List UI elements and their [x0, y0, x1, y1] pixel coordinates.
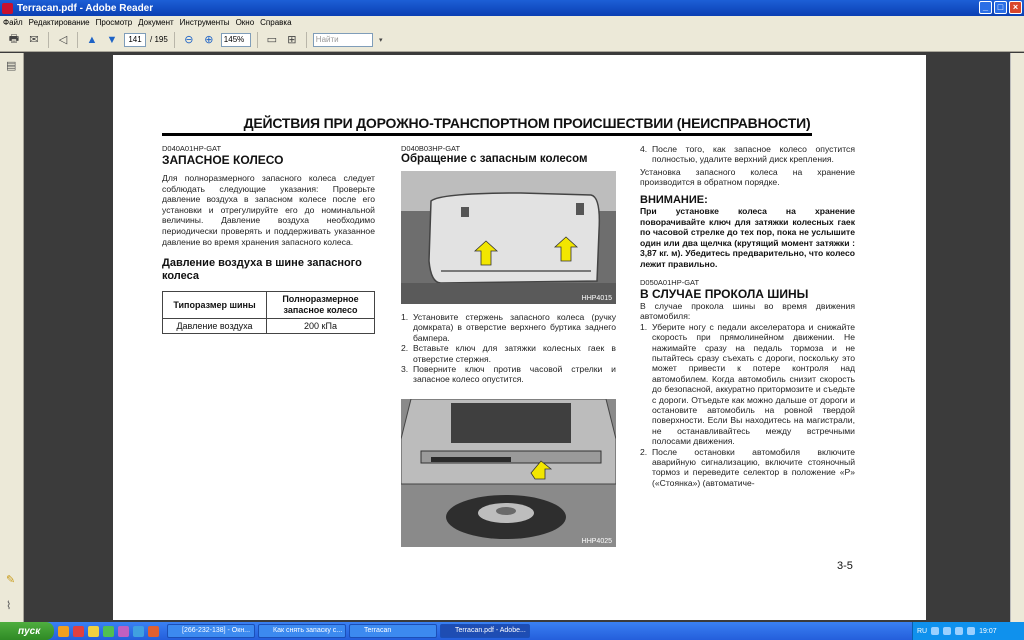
zoom-out-icon[interactable]: ⊖ [184, 34, 194, 46]
page-number: 3-5 [837, 560, 853, 572]
toolbar-divider [257, 32, 258, 48]
illustration-lowering-spare [401, 399, 616, 547]
figure-caption: HHP4015 [581, 295, 612, 302]
fit-page-icon[interactable]: ▭ [266, 34, 277, 46]
start-button[interactable]: пуск [0, 622, 54, 640]
list-item: 1. Установите стержень запасного колеса (ручку домкрата) в отверстие верхнего буртика заднего бампера. [401, 312, 616, 343]
toolbar-divider [77, 32, 78, 48]
page-title: ДЕЙСТВИЯ ПРИ ДОРОЖНО-ТРАНСПОРТНОМ ПРОИСШЕСТВИИ (НЕИСПРАВНОСТИ) [243, 115, 811, 131]
list-item: 2. После остановки автомобиля включите аварийную сигнализацию, включите стояночный тормоз и переведите селектор в положение «P» («Стоянка») (автоматиче- [640, 446, 855, 488]
title-rule [162, 133, 812, 136]
maximize-button[interactable]: □ [994, 1, 1007, 14]
section-code: D040B03HP-GAT [401, 144, 461, 153]
toolbar-divider [306, 32, 307, 48]
app-icon[interactable] [133, 626, 144, 637]
taskbar-item[interactable]: Terracan [349, 624, 437, 638]
table-cell-pressure-value: 200 кПа [267, 319, 375, 334]
list-item: 2. Вставьте ключ для затяжки колесных гаек в отверстие стержня. [401, 343, 616, 364]
chevron-down-icon[interactable]: ▾ [379, 36, 383, 44]
column-handling-spare [401, 144, 616, 547]
subheading: Давление воздуха в шине запасного колеса [162, 257, 362, 283]
window-titlebar [0, 0, 1024, 16]
steps-list [401, 312, 616, 385]
pages-icon[interactable]: ▤ [6, 60, 17, 72]
page-total: / 195 [150, 35, 168, 44]
app-icon[interactable] [148, 626, 159, 637]
zoom-in-icon[interactable]: ⊕ [204, 34, 214, 46]
figure-spare-wheel-cover [401, 171, 616, 304]
menu-edit[interactable]: Редактирование [28, 17, 90, 27]
tray-icon[interactable] [955, 627, 963, 635]
figure-lowering-spare [401, 399, 616, 547]
section-intro: Для полноразмерного запасного колеса следует соблюдать следующие указания: Проверьте давление воздуха в запасном колесе после его установки и отрегулируйте его до номинальной величины. Давление воздуха необходимо периодически проверять и поддерживать указанное давление во время хранения запасного колеса. [162, 173, 375, 247]
taskbar-item[interactable]: [266-232-138] - Окн... [167, 624, 255, 638]
pdf-page [113, 55, 926, 620]
section-heading: Обращение с запасным колесом [401, 153, 588, 165]
table-header-size: Типоразмер шины [163, 292, 267, 319]
steps-list [640, 144, 855, 165]
clock[interactable]: 19:07 [979, 627, 997, 635]
column-spare-wheel [162, 144, 375, 334]
menu-file[interactable]: Файл [3, 17, 23, 27]
menu-bar [0, 16, 1024, 28]
menu-tools[interactable]: Инструменты [179, 17, 230, 27]
app-icon[interactable] [118, 626, 129, 637]
menu-help[interactable]: Справка [260, 17, 292, 27]
taskbar [0, 622, 1024, 640]
tray-icon[interactable] [943, 627, 951, 635]
list-item: 3. Поверните ключ против часовой стрелки и запасное колесо опустится. [401, 364, 616, 385]
vertical-scrollbar[interactable] [1010, 53, 1024, 622]
warning-heading: ВНИМАНИЕ: [640, 194, 708, 206]
zoom-select[interactable]: 145% [221, 33, 251, 47]
menu-window[interactable]: Окно [235, 17, 255, 27]
toolbar-divider [48, 32, 49, 48]
section-code: D040A01HP-GAT [162, 144, 222, 153]
storage-note: Установка запасного колеса на хранение производится в обратном порядке. [640, 166, 855, 188]
comments-icon[interactable]: ✎ [6, 574, 16, 586]
warning-text: При установке колеса на хранение поворачивайте ключ для затяжки колесных гаек по часовой стрелке до тех пор, пока не услышите один или два щелчка (крутящий момент затяжки : 3,87 кг. м). Убедитесь предварительно, что колесо лежит правильно. [640, 206, 855, 269]
tire-pressure-table [162, 291, 375, 334]
taskbar-item-active[interactable]: Terracan.pdf - Adobe... [440, 624, 530, 638]
attachments-icon[interactable]: ⌇ [6, 600, 12, 612]
fit-width-icon[interactable]: ⊞ [287, 34, 297, 46]
find-input[interactable]: Найти [313, 33, 373, 47]
close-button[interactable]: × [1009, 1, 1022, 14]
table-header-spare: Полноразмерное запасное колесо [267, 292, 375, 319]
steps-list [640, 322, 855, 489]
navigation-pane [0, 53, 24, 622]
section-heading: ЗАПАСНОЕ КОЛЕСО [162, 153, 284, 167]
window-controls [979, 1, 1022, 14]
section-intro: В случае прокола шины во время движения автомобиля: [640, 300, 855, 322]
window-title: Terracan.pdf - Adobe Reader [17, 2, 154, 14]
adobe-reader-icon [2, 3, 13, 14]
taskbar-item[interactable]: Как снять запаску с... [258, 624, 346, 638]
mail-icon[interactable] [88, 626, 99, 637]
print-icon[interactable]: 🖶 [8, 33, 20, 45]
media-icon[interactable] [73, 626, 84, 637]
email-icon[interactable]: ✉ [29, 34, 39, 46]
toolbar [0, 28, 1024, 52]
figure-caption: HHP4025 [581, 537, 612, 545]
back-icon[interactable]: ◁ [58, 34, 68, 46]
app-icon[interactable] [103, 626, 114, 637]
tray-icon[interactable] [967, 627, 975, 635]
page-number-input[interactable]: 141 [124, 33, 146, 47]
previous-page-icon[interactable]: ▲ [86, 33, 98, 46]
illustration-spare-cover [401, 171, 616, 304]
section-code: D050A01HP-GAT [640, 277, 700, 287]
language-indicator[interactable]: RU [917, 627, 928, 635]
menu-view[interactable]: Просмотр [95, 17, 133, 27]
browser-icon[interactable] [58, 626, 69, 637]
column-flat-tire [640, 144, 855, 488]
list-item: 1. Уберите ногу с педали акселератора и снижайте скорость при прямолинейном движении. Не нажимайте сразу на педаль тормоза и не пытайтесь сразу съехать с дороги, поскольку это может привести к потере контроля над автомобилем. Когда автомобиль снизит скорость до безопасной, аккуратно притормозите и съедьте с дороги. Отъедьте как можно дальше от дороги и остановите автомобиль на ровной твердой поверхности. Если Вы находитесь на магистрали, не останавливайтесь между встречными полосами движения. [640, 321, 855, 447]
minimize-button[interactable]: _ [979, 1, 992, 14]
section-heading: В СЛУЧАЕ ПРОКОЛА ШИНЫ [640, 286, 809, 301]
table-cell-pressure-label: Давление воздуха [163, 319, 267, 334]
tray-icon[interactable] [931, 627, 939, 635]
menu-document[interactable]: Документ [138, 17, 174, 27]
list-item: 4. После того, как запасное колесо опустится полностью, удалите верхний диск крепления. [640, 144, 855, 165]
toolbar-divider [174, 32, 175, 48]
system-tray [912, 622, 1024, 640]
next-page-icon[interactable]: ▼ [106, 33, 118, 46]
